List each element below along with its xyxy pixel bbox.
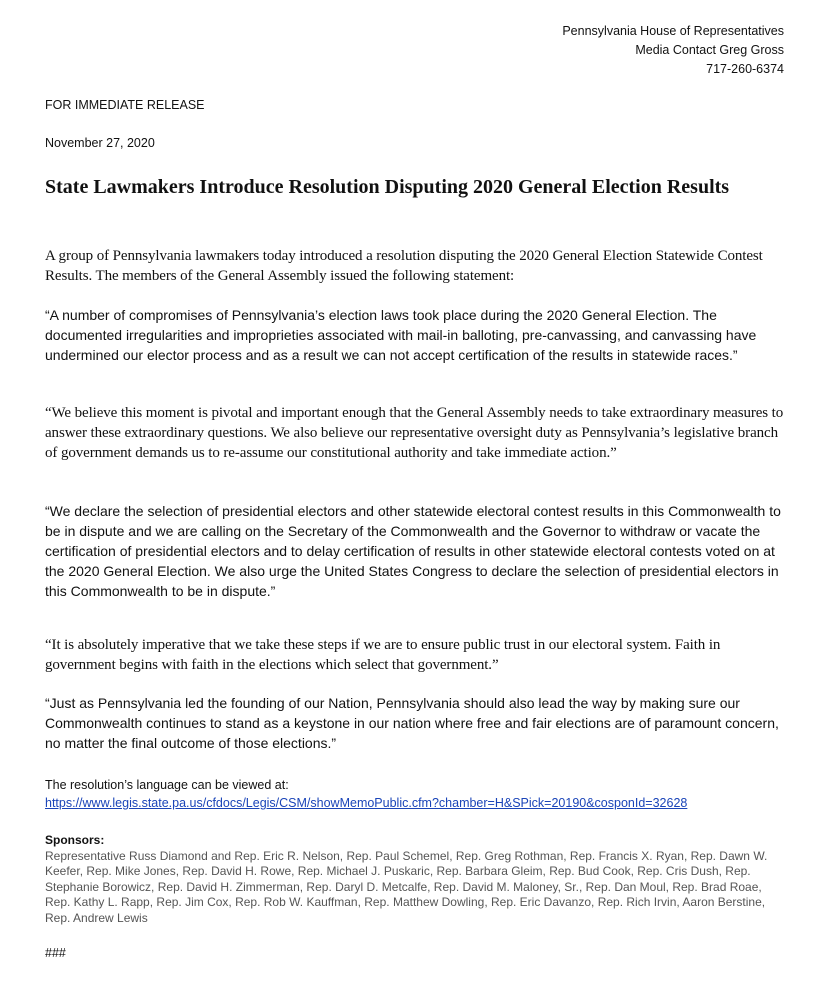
statement-paragraph-1: “A number of compromises of Pennsylvania’s election laws took place during the 2020 General Election. The documented irregularities and improprieties associated with mail-in balloting, pre-canvassing, and canvassing have undermined our elector process and as a result we can not accept certification of the results in statewide races.”	[45, 307, 757, 363]
contact-phone: 717-260-6374	[706, 62, 784, 76]
resolution-link[interactable]: https://www.legis.state.pa.us/cfdocs/Legis/CSM/showMemoPublic.cfm?chamber=H&SPick=20190&cosponId=32628	[45, 796, 688, 810]
end-mark: ###	[45, 946, 66, 960]
sponsors-block	[45, 833, 790, 926]
org-name: Pennsylvania House of Representatives	[562, 24, 784, 38]
media-contact-block	[562, 22, 784, 79]
release-date: November 27, 2020	[45, 136, 155, 150]
statement-paragraph-2: “We believe this moment is pivotal and important enough that the General Assembly needs to take extraordinary measures to answer these extraordinary questions. We also believe our representative oversight duty as Pennsylvania’s legislative branch of government demands us to re-assume our constitutional authority and take immediate action.”	[45, 405, 784, 461]
release-label: FOR IMMEDIATE RELEASE	[45, 98, 205, 112]
media-contact-name: Media Contact Greg Gross	[635, 43, 784, 57]
statement-paragraph-5: “Just as Pennsylvania led the founding of our Nation, Pennsylvania should also lead the way by making sure our Commonwealth continues to stand as a keystone in our nation where free and fair elections are of paramount concern, no matter the final outcome of those elections.”	[45, 695, 779, 751]
sponsors-list: Representative Russ Diamond and Rep. Eric R. Nelson, Rep. Paul Schemel, Rep. Greg Rothman, Rep. Francis X. Ryan, Rep. Dawn W. Keefer, Rep. Mike Jones, Rep. David H. Rowe, Rep. Michael J. Puskaric, Rep. Barbara Gleim, Rep. Bud Cook, Rep. Cris Dush, Rep. Stephanie Borowicz, Rep. David H. Zimmerman, Rep. Daryl D. Metcalfe, Rep. David M. Maloney, Sr., Rep. Dan Moul, Rep. Brad Roae, Rep. Kathy L. Rapp, Rep. Jim Cox, Rep. Rob W. Kauffman, Rep. Matthew Dowling, Rep. Eric Davanzo, Rep. Rich Irvin, Aaron Berstine, Rep. Andrew Lewis	[45, 848, 768, 925]
statement-paragraph-4: “It is absolutely imperative that we take these steps if we are to ensure public trust in our electoral system. Faith in government begins with faith in the elections which select that government.”	[45, 637, 721, 673]
headline: State Lawmakers Introduce Resolution Disputing 2020 General Election Results	[45, 176, 730, 198]
intro-paragraph: A group of Pennsylvania lawmakers today introduced a resolution disputing the 2020 General Election Statewide Contest Results. The members of the General Assembly issued the following statement:	[45, 248, 763, 284]
resolution-block	[45, 776, 687, 812]
sponsors-label: Sponsors:	[45, 833, 105, 847]
resolution-label: The resolution’s language can be viewed at:	[45, 778, 289, 792]
statement-paragraph-3: “We declare the selection of presidential electors and other statewide electoral contest results in this Commonwealth to be in dispute and we are calling on the Secretary of the Commonwealth and the Governor to withdraw or vacate the certification of presidential electors and to delay certification of results in other statewide electoral contests voted on at the 2020 General Election. We also urge the United States Congress to declare the selection of presidential electors in this Commonwealth to be in dispute.”	[45, 503, 781, 599]
